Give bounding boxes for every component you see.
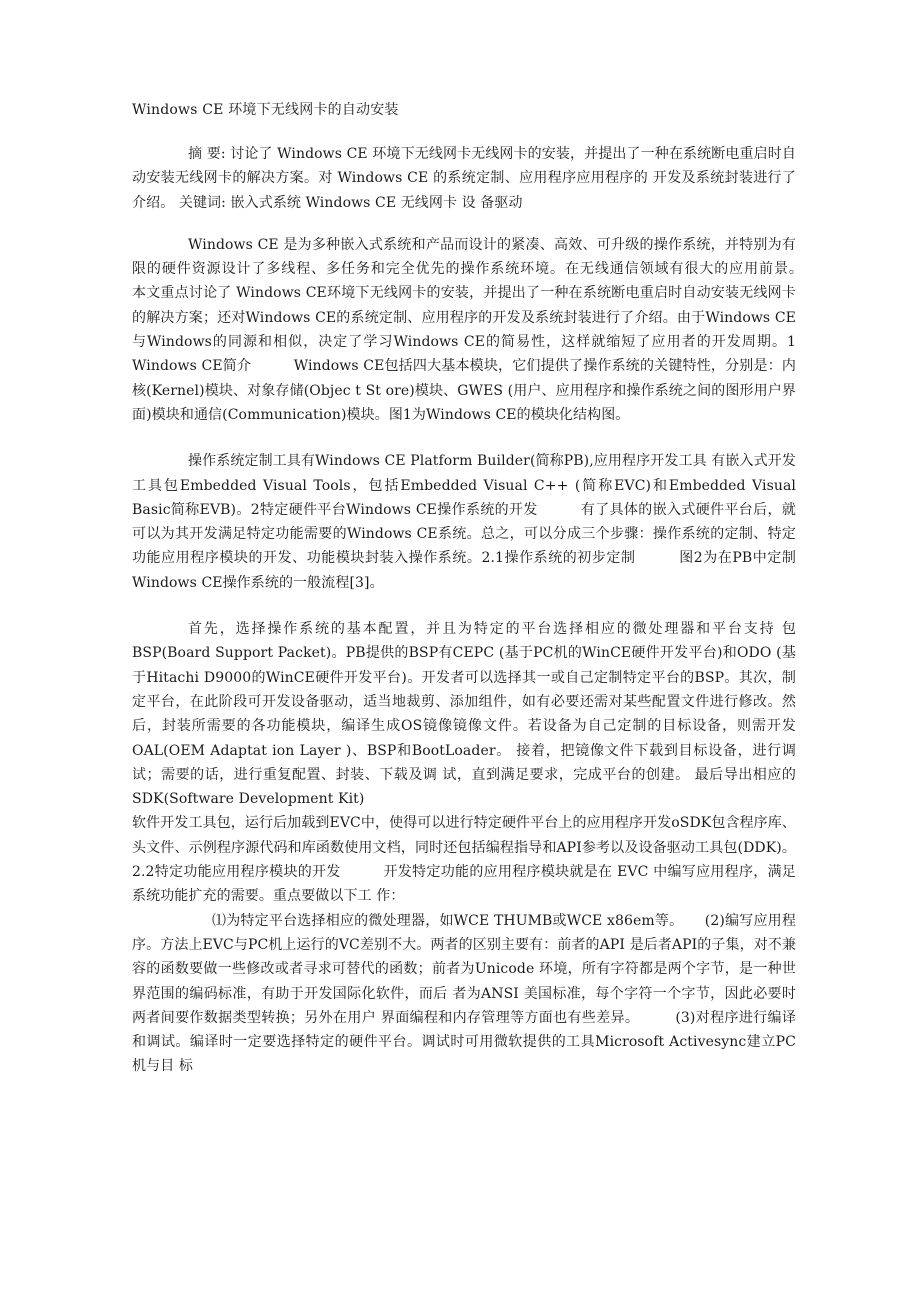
body-paragraph-2: 操作系统定制工具有Windows CE Platform Builder(简称PB),应用程序开发工具 有嵌入式开发工具包Embedded Visual Tools，包括Embedded Visual C++ (简称EVC)和Embedded Visual Basic简称EVB)。2特定硬件平台Windows CE操作系统的开发 有了具体的嵌入式硬件平台后，就可以为其开发满足特定功能需要的Windows CE系统。总之，可以分成三个步骤：操作系统的定制、特定功能应用程序模块的开发、功能模块封装入操作系统。2.1操作系统的初步定制 图2为在PB中定制Windows CE操作系统的一般流程[3]。 [132, 453, 796, 591]
document-page [132, 98, 839, 1079]
abstract-paragraph: 摘 要: 讨论了 Windows CE 环境下无线网卡无线网卡的安装，并提出了一种在系统断电重启时自动安装无线网卡的解决方案。对 Windows CE 的系统定制、应用程序应用程序的 开发及系统封装进行了介绍。 关键词: 嵌入式系统 Windows CE 无线网卡 设 备驱动 [132, 146, 796, 211]
document-title: Windows CE 环境下无线网卡的自动安装 [132, 102, 399, 118]
body-paragraph-3: 首先，选择操作系统的基本配置，并且为特定的平台选择相应的微处理器和平台支持 包BSP(Board Support Packet)。PB提供的BSP有CEPC (基于PC机的WinCE硬件开发平台)和ODO (基于Hitachi D9000的WinCE硬件开发平台)。开发者可以选择其一或自己定制特定平台的BSP。其次，制定平台，在此阶段可开发设备驱动，适当地裁剪、添加组件，如有必要还需对某些配置文件进行修改。然后，封装所需要的各功能模块，编译生成OS镜像镜像文件。若设备为自己定制的目标设备，则需开发OAL(OEM Adaptat ion Layer )、BSP和BootLoader。 接着，把镜像文件下载到目标设备，进行调试；需要的话，进行重复配置、封装、下载及调 试，直到满足要求，完成平台的创建。 最后导出相应的SDK(Software Development Kit) [132, 621, 796, 808]
body-paragraph-1: Windows CE 是为多种嵌入式系统和产品而设计的紧凑、高效、可升级的操作系统，并特别为有限的硬件资源设计了多线程、多任务和完全优先的操作系统环境。在无线通信领域有很大的应用前景。 本文重点讨论了 Windows CE环境下无线网卡的安装，并提出了一种在系统断电重启时自动安装无线网卡的解决方案；还对Windows CE的系统定制、应用程序的开发及系统封装进行了介绍。由于Windows CE与Windows的同源和相似，决定了学习Windows CE的简易性，这样就缩短了应用者的开发周期。1 Windows CE简介 Windows CE包括四大基本模块，它们提供了操作系统的关键特性，分别是：内核(Kernel)模块、对象存储(Objec t St ore)模块、GWES (用户、应用程序和操作系统之间的图形用户界面)模块和通信(Communication)模块。图1为Windows CE的模块化结构图。 [132, 236, 839, 423]
body-paragraph-4: 软件开发工具包，运行后加载到EVC中，使得可以进行特定硬件平台上的应用程序开发oSDK包含程序库、头文件、示例程序源代码和库函数使用文档，同时还包括编程指导和API参考以及设备驱动工具包(DDK)。2.2特定功能应用程序模块的开发 开发特定功能的应用程序模块就是在 EVC 中编写应用程序，满足系统功能扩充的需要。重点要做以下工 作： [132, 815, 796, 905]
body-paragraph-5: ⑴为特定平台选择相应的微处理器，如WCE THUMB或WCE x86em等。 (2)编写应用程序。方法上EVC与PC机上运行的VC差别不大。两者的区别主要有：前者的API 是后者API的子集，对不兼容的函数要做一些修改或者寻求可替代的函数；前者为Unicode 环境，所有字符都是两个字节，是一种世界范围的编码标准，有助于开发国际化软件，而后 者为ANSI 美国标准，每个字符一个字节，因此必要时两者间要作数据类型转换；另外在用户 界面编程和内存管理等方面也有些差异。 (3)对程序进行编译和调试。编译时一定要选择特定的硬件平台。调试时可用微软提供的工具Microsoft Activesync建立PC机与目 标 [132, 912, 796, 1075]
